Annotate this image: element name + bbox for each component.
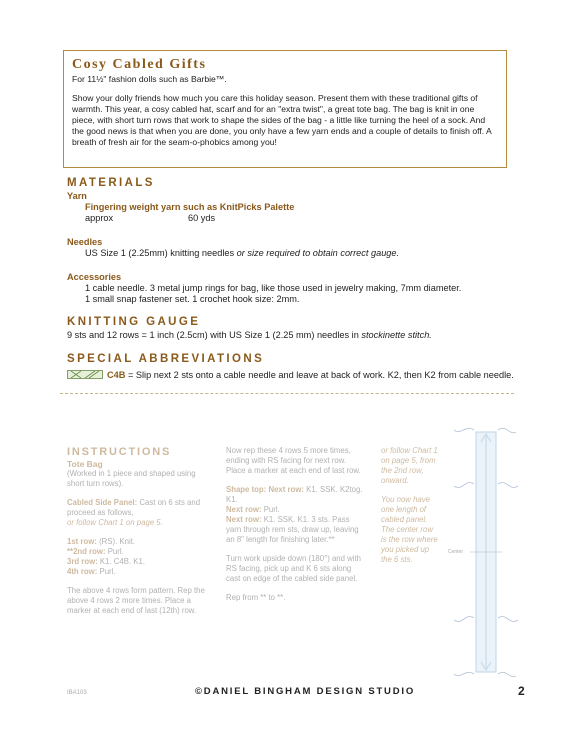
pattern-repeat-paragraph: The above 4 rows form pattern. Rep the above 4 rows 2 more times. Place a marker at each end of last (12th) row. bbox=[67, 586, 205, 615]
col2-para-1: Now rep these 4 rows 5 more times, ending with RS facing for next row. Place a marker at each end of last row. bbox=[226, 446, 361, 475]
gauge-text: 9 sts and 12 rows = 1 inch (2.5cm) with US Size 1 (2.25 mm) needles in bbox=[67, 330, 362, 340]
col2-para-3: Turn work upside down (180°) and with RS facing, pick up and K 6 sts along cast on edge of the cabled side panel. bbox=[226, 554, 362, 583]
col3-italic-1: or follow Chart 1 on page 5, from the 2nd row, onward. bbox=[381, 446, 438, 485]
needles-italic: or size required to obtain correct gauge. bbox=[236, 248, 400, 258]
row-4-label: 4th row: bbox=[67, 567, 98, 576]
tote-note: (Worked in 1 piece and shaped using short turn rows). bbox=[67, 469, 196, 488]
needles-label: Needles bbox=[67, 237, 103, 247]
row-3 bbox=[67, 557, 207, 567]
tote-bag-label: Tote Bag bbox=[67, 459, 103, 469]
next-row-2 bbox=[226, 515, 364, 545]
yarn-approx: approx bbox=[85, 213, 114, 223]
yarn-name: Fingering weight yarn such as KnitPicks Palette bbox=[85, 202, 295, 212]
next-row-1-text: Purl. bbox=[261, 505, 280, 514]
abbrev-term: C4B bbox=[107, 370, 126, 380]
row-1-label: 1st row: bbox=[67, 537, 97, 546]
next-row-2-text: K1. SSK. K1. 3 sts. Pass yarn through rem sts, draw up, leaving an 8" length for finishing later.** bbox=[226, 515, 359, 544]
accessories-line-2: 1 small snap fastener set. 1 crochet hook size: 2mm. bbox=[85, 294, 300, 304]
row-4-text: Purl. bbox=[97, 567, 116, 576]
pattern-title: Cosy Cabled Gifts bbox=[72, 57, 207, 72]
gauge-italic: stockinette stitch. bbox=[361, 330, 432, 340]
row-2 bbox=[67, 547, 207, 557]
col2-para-4: Rep from ** to **. bbox=[226, 593, 286, 602]
intro-box bbox=[63, 50, 507, 168]
shape-top-text: K1. SSK. K2tog. K1. bbox=[226, 485, 363, 504]
accessories-line-1: 1 cable needle. 3 metal jump rings for bag, like those used in jewelry making, 7mm diameter. bbox=[85, 283, 462, 293]
center-label: Center bbox=[448, 549, 464, 555]
next-row-2-label: Next row: bbox=[226, 515, 262, 524]
yarn-amount: 60 yds bbox=[188, 213, 216, 223]
panel-italic: or follow Chart 1 on page 5. bbox=[67, 518, 163, 527]
col3-italic-2: You now have one length of cabled panel. The center row is the row where you picked up the 6 sts. bbox=[381, 495, 438, 564]
gauge-line bbox=[67, 329, 432, 341]
gauge-heading: KNITTING GAUGE bbox=[67, 316, 201, 328]
pattern-subtitle: For 11½" fashion dolls such as Barbie™. bbox=[72, 74, 227, 84]
row-4 bbox=[67, 567, 207, 577]
shape-top-line bbox=[226, 485, 364, 505]
materials-heading: MATERIALS bbox=[67, 177, 155, 189]
cable-panel-diagram bbox=[440, 422, 530, 682]
next-row-1 bbox=[226, 505, 364, 515]
panel-bold: Cabled Side Panel: bbox=[67, 498, 138, 507]
row-3-label: 3rd row: bbox=[67, 557, 98, 566]
needles-line bbox=[85, 247, 399, 259]
row-1-text: (RS). Knit. bbox=[96, 537, 136, 546]
instructions-col-1 bbox=[67, 446, 207, 625]
row-1 bbox=[67, 537, 207, 547]
row-3-text: K1. C4B. K1. bbox=[97, 557, 146, 566]
accessories-label: Accessories bbox=[67, 272, 122, 282]
shape-top-label: Shape top: Next row: bbox=[226, 485, 304, 494]
panel-paragraph bbox=[67, 498, 207, 528]
needles-text: US Size 1 (2.25mm) knitting needles bbox=[85, 248, 237, 258]
row-2-label: **2nd row: bbox=[67, 547, 106, 556]
instructions-heading: INSTRUCTIONS bbox=[67, 446, 172, 458]
page-number: 2 bbox=[518, 684, 525, 698]
next-row-1-label: Next row: bbox=[226, 505, 262, 514]
instructions-col-2 bbox=[226, 446, 364, 612]
footer-studio: ©DANIEL BINGHAM DESIGN STUDIO bbox=[195, 686, 416, 697]
instructions-col-3 bbox=[381, 446, 439, 574]
abbrev-definition: = Slip next 2 sts onto a cable needle and leave at back of work. K2, then K2 from cable needle. bbox=[125, 370, 514, 380]
intro-paragraph: Show your dolly friends how much you care this holiday season. Present them with these traditional gifts of warmth. This year, a cosy cabled hat, scarf and for an "extra twist", a great tote bag. The bag is knit in one piece, with short turn rows that work to shape the sides of the bag - a little like turning the heel of a sock. And the good news is that when you are done, you only have a few yarn ends and a couple of details to finish off. A breath of fresh air for the seam-o-phobics among you! bbox=[72, 93, 492, 147]
section-divider bbox=[60, 393, 514, 394]
cable-symbol-icon bbox=[67, 370, 103, 379]
panel-text: Cast on 6 sts and proceed as follows, bbox=[67, 498, 201, 517]
abbrev-heading: SPECIAL ABBREVIATIONS bbox=[67, 353, 265, 365]
yarn-label: Yarn bbox=[67, 191, 87, 201]
footer-code: IBA103 bbox=[67, 690, 87, 696]
row-2-text: Purl. bbox=[105, 547, 124, 556]
abbrev-line bbox=[67, 369, 514, 381]
